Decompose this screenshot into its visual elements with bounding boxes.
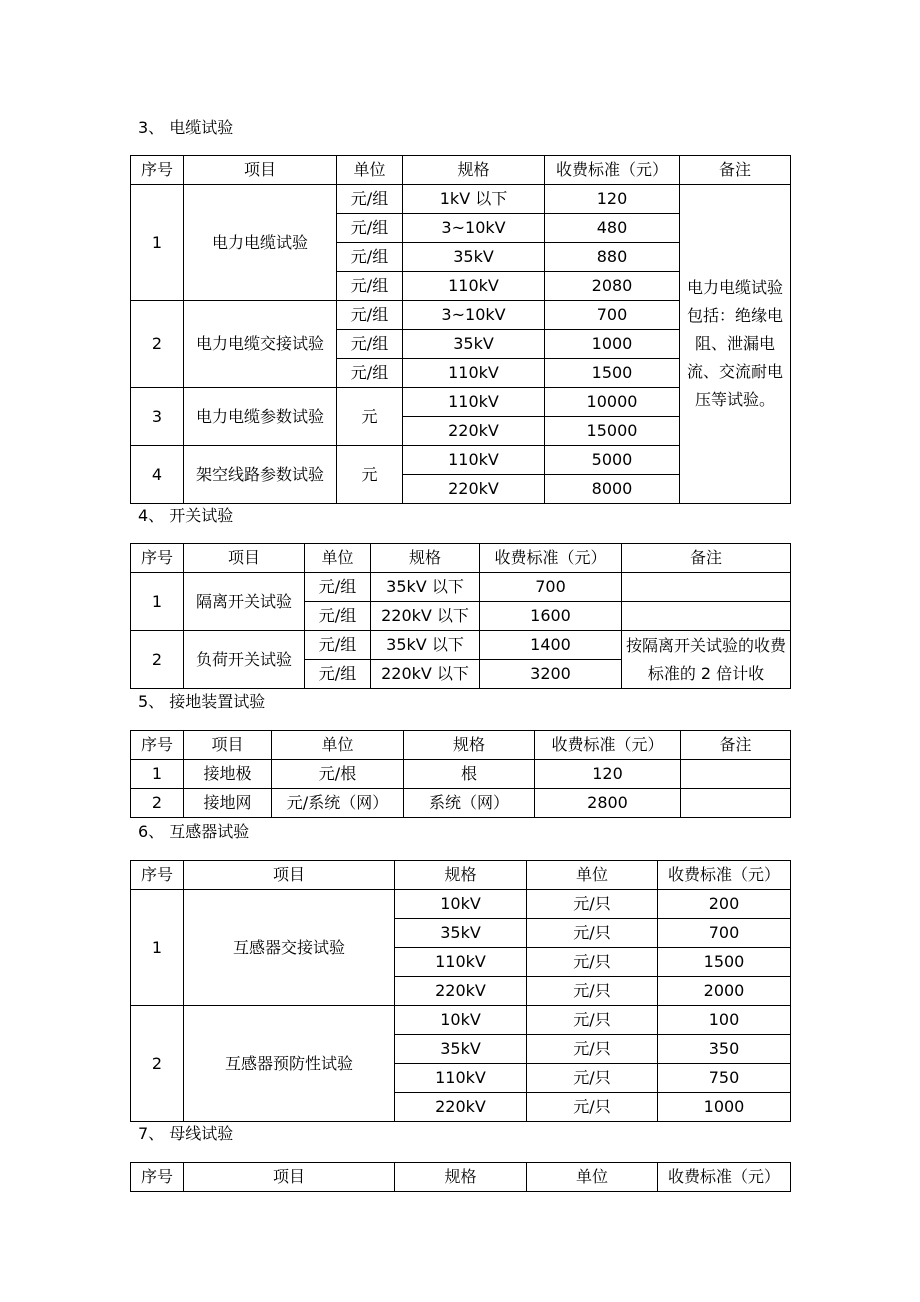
spec-cell: 220kV — [403, 475, 545, 504]
header-cell: 单位 — [272, 731, 404, 760]
unit-cell: 元/组 — [305, 573, 371, 602]
spec-cell: 110kV — [403, 272, 545, 301]
fee-cell: 1400 — [480, 631, 622, 660]
unit-cell: 元/组 — [337, 243, 403, 272]
header-cell: 项目 — [184, 544, 305, 573]
spec-cell: 根 — [404, 760, 535, 789]
spec-cell: 35kV 以下 — [371, 573, 480, 602]
table-row — [131, 573, 791, 602]
unit-cell: 元/只 — [527, 1064, 658, 1093]
spec-cell: 220kV — [403, 417, 545, 446]
header-cell: 项目 — [184, 1163, 395, 1192]
header-cell: 规格 — [395, 1163, 527, 1192]
unit-cell: 元/只 — [527, 1093, 658, 1122]
spec-cell: 110kV — [403, 359, 545, 388]
table-header-row — [131, 544, 791, 573]
item-name: 架空线路参数试验 — [184, 446, 337, 504]
header-cell: 序号 — [131, 1163, 184, 1192]
unit-cell: 元/组 — [337, 185, 403, 214]
fee-cell: 350 — [658, 1035, 791, 1064]
row-number: 1 — [131, 890, 184, 1006]
unit-cell: 元/组 — [337, 214, 403, 243]
header-cell: 收费标准（元） — [658, 861, 791, 890]
header-cell: 序号 — [131, 731, 184, 760]
header-cell: 备注 — [681, 731, 791, 760]
remark-cell — [622, 573, 791, 602]
remark-cell — [681, 760, 791, 789]
item-name: 互感器预防性试验 — [184, 1006, 395, 1122]
spec-cell: 10kV — [395, 890, 527, 919]
busbar-test-table — [130, 1162, 791, 1192]
item-name: 电力电缆试验 — [184, 185, 337, 301]
fee-cell: 8000 — [545, 475, 680, 504]
remark-cell: 电力电缆试验包括：绝缘电阻、泄漏电流、交流耐电压等试验。 — [680, 185, 791, 504]
item-name: 隔离开关试验 — [184, 573, 305, 631]
header-cell: 收费标准（元） — [658, 1163, 791, 1192]
spec-cell: 110kV — [395, 1064, 527, 1093]
fee-cell: 5000 — [545, 446, 680, 475]
header-cell: 序号 — [131, 861, 184, 890]
unit-cell: 元/组 — [305, 660, 371, 689]
spec-cell: 10kV — [395, 1006, 527, 1035]
table-row — [131, 789, 791, 818]
fee-cell: 880 — [545, 243, 680, 272]
table-row — [131, 1006, 791, 1035]
table-header-row — [131, 731, 791, 760]
header-cell: 收费标准（元） — [545, 156, 680, 185]
unit-cell: 元/根 — [272, 760, 404, 789]
unit-cell: 元/只 — [527, 1006, 658, 1035]
fee-cell: 1000 — [658, 1093, 791, 1122]
header-cell: 序号 — [131, 544, 184, 573]
spec-cell: 220kV 以下 — [371, 602, 480, 631]
item-name: 接地极 — [184, 760, 272, 789]
header-cell: 单位 — [305, 544, 371, 573]
remark-cell: 按隔离开关试验的收费标准的 2 倍计收 — [622, 631, 791, 689]
fee-cell: 1600 — [480, 602, 622, 631]
fee-cell: 700 — [480, 573, 622, 602]
section-4-heading: 4、 开关试验 — [138, 506, 234, 525]
unit-cell: 元 — [337, 388, 403, 446]
header-cell: 备注 — [622, 544, 791, 573]
table-row — [131, 760, 791, 789]
unit-cell: 元/组 — [305, 631, 371, 660]
fee-cell: 1000 — [545, 330, 680, 359]
item-name: 电力电缆交接试验 — [184, 301, 337, 388]
row-number: 2 — [131, 1006, 184, 1122]
row-number: 1 — [131, 185, 184, 301]
unit-cell: 元/组 — [305, 602, 371, 631]
table-header-row — [131, 1163, 791, 1192]
table-row — [131, 890, 791, 919]
section-6-heading: 6、 互感器试验 — [138, 822, 250, 841]
unit-cell: 元/只 — [527, 977, 658, 1006]
spec-cell: 110kV — [403, 388, 545, 417]
row-number: 2 — [131, 631, 184, 689]
spec-cell: 220kV 以下 — [371, 660, 480, 689]
unit-cell: 元/组 — [337, 330, 403, 359]
fee-cell: 1500 — [545, 359, 680, 388]
header-cell: 项目 — [184, 861, 395, 890]
section-5-heading: 5、 接地装置试验 — [138, 692, 266, 711]
spec-cell: 110kV — [403, 446, 545, 475]
row-number: 3 — [131, 388, 184, 446]
fee-cell: 2080 — [545, 272, 680, 301]
switch-test-table — [130, 543, 791, 689]
spec-cell: 1kV 以下 — [403, 185, 545, 214]
table-row — [131, 631, 791, 660]
header-cell: 项目 — [184, 156, 337, 185]
header-cell: 规格 — [371, 544, 480, 573]
grounding-test-table — [130, 730, 791, 818]
header-cell: 序号 — [131, 156, 184, 185]
fee-cell: 750 — [658, 1064, 791, 1093]
fee-cell: 2800 — [535, 789, 681, 818]
table-header-row — [131, 156, 791, 185]
table-header-row — [131, 861, 791, 890]
row-number: 1 — [131, 760, 184, 789]
spec-cell: 系统（网） — [404, 789, 535, 818]
spec-cell: 35kV — [395, 919, 527, 948]
header-cell: 规格 — [395, 861, 527, 890]
section-7-heading: 7、 母线试验 — [138, 1124, 234, 1143]
header-cell: 规格 — [403, 156, 545, 185]
header-cell: 收费标准（元） — [480, 544, 622, 573]
spec-cell: 35kV — [403, 330, 545, 359]
fee-cell: 480 — [545, 214, 680, 243]
unit-cell: 元/组 — [337, 359, 403, 388]
item-name: 接地网 — [184, 789, 272, 818]
header-cell: 单位 — [527, 1163, 658, 1192]
row-number: 4 — [131, 446, 184, 504]
fee-cell: 120 — [545, 185, 680, 214]
fee-cell: 1500 — [658, 948, 791, 977]
fee-cell: 15000 — [545, 417, 680, 446]
spec-cell: 3~10kV — [403, 301, 545, 330]
unit-cell: 元/组 — [337, 301, 403, 330]
unit-cell: 元/系统（网） — [272, 789, 404, 818]
fee-cell: 200 — [658, 890, 791, 919]
spec-cell: 3~10kV — [403, 214, 545, 243]
spec-cell: 35kV 以下 — [371, 631, 480, 660]
spec-cell: 35kV — [395, 1035, 527, 1064]
unit-cell: 元/只 — [527, 890, 658, 919]
fee-cell: 700 — [658, 919, 791, 948]
cable-test-table — [130, 155, 791, 504]
table-row — [131, 185, 791, 214]
spec-cell: 220kV — [395, 977, 527, 1006]
fee-cell: 3200 — [480, 660, 622, 689]
item-name: 电力电缆参数试验 — [184, 388, 337, 446]
transformer-test-table — [130, 860, 791, 1122]
fee-cell: 2000 — [658, 977, 791, 1006]
header-cell: 项目 — [184, 731, 272, 760]
spec-cell: 220kV — [395, 1093, 527, 1122]
section-3-heading: 3、 电缆试验 — [138, 118, 234, 137]
item-name: 负荷开关试验 — [184, 631, 305, 689]
remark-cell — [681, 789, 791, 818]
fee-cell: 100 — [658, 1006, 791, 1035]
header-cell: 单位 — [337, 156, 403, 185]
unit-cell: 元/只 — [527, 919, 658, 948]
fee-cell: 10000 — [545, 388, 680, 417]
header-cell: 单位 — [527, 861, 658, 890]
spec-cell: 110kV — [395, 948, 527, 977]
row-number: 2 — [131, 301, 184, 388]
unit-cell: 元/只 — [527, 948, 658, 977]
header-cell: 收费标准（元） — [535, 731, 681, 760]
row-number: 1 — [131, 573, 184, 631]
item-name: 互感器交接试验 — [184, 890, 395, 1006]
fee-cell: 120 — [535, 760, 681, 789]
fee-cell: 700 — [545, 301, 680, 330]
unit-cell: 元 — [337, 446, 403, 504]
row-number: 2 — [131, 789, 184, 818]
unit-cell: 元/组 — [337, 272, 403, 301]
header-cell: 规格 — [404, 731, 535, 760]
remark-cell — [622, 602, 791, 631]
header-cell: 备注 — [680, 156, 791, 185]
unit-cell: 元/只 — [527, 1035, 658, 1064]
spec-cell: 35kV — [403, 243, 545, 272]
